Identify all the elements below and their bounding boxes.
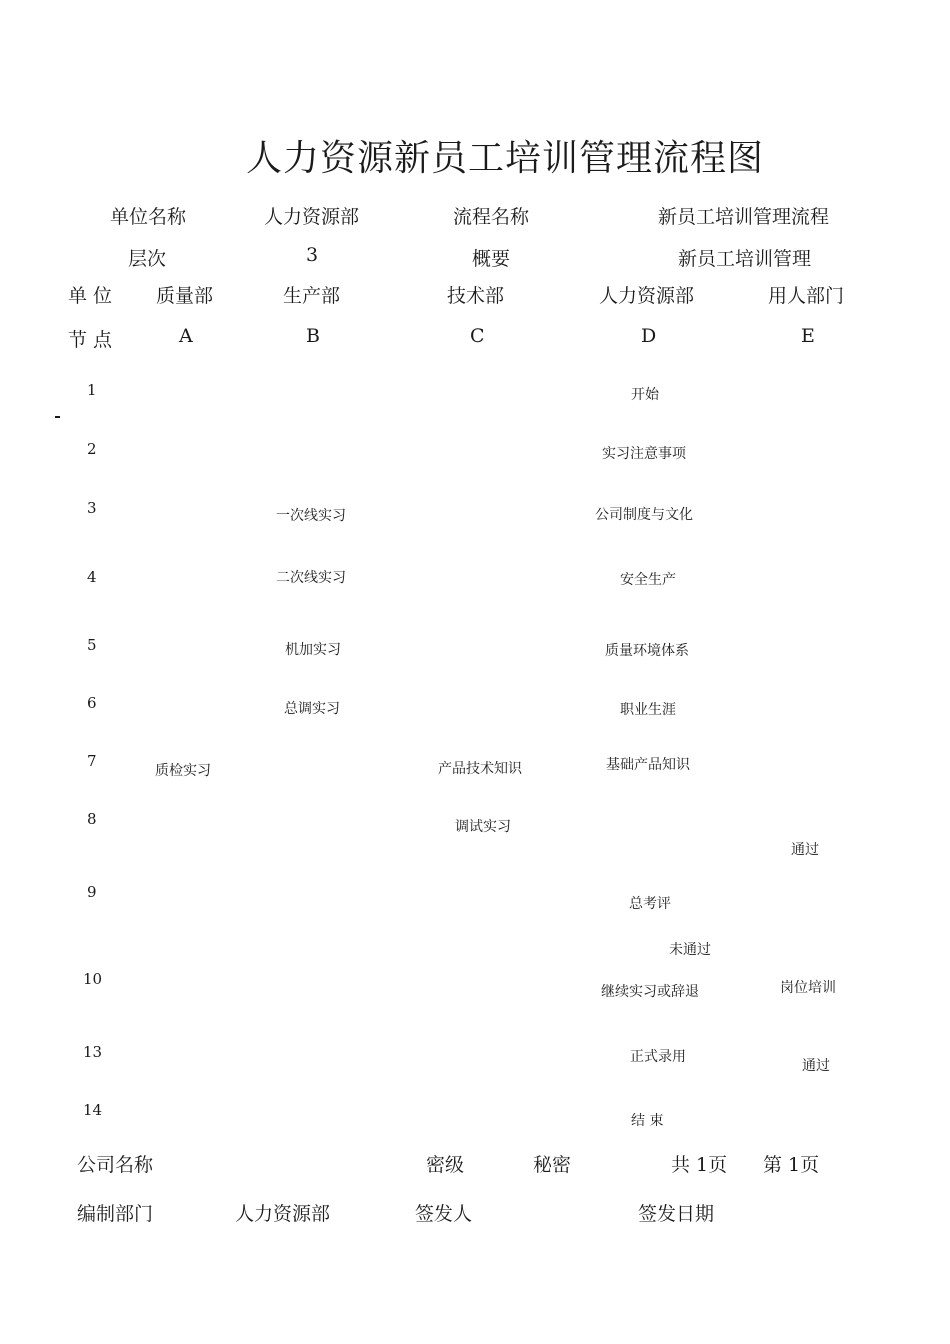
node-debug-practice: 调试实习 bbox=[455, 819, 511, 835]
total-pages: 共 1页 bbox=[671, 1154, 728, 1176]
node-basic-product: 基础产品知识 bbox=[606, 757, 690, 773]
secret-level-label: 密级 bbox=[426, 1154, 465, 1176]
node-career: 职业生涯 bbox=[620, 702, 676, 718]
unit-name-label: 单位名称 bbox=[110, 206, 187, 228]
process-name-label: 流程名称 bbox=[453, 206, 530, 228]
summary-label: 概要 bbox=[472, 248, 511, 270]
node-product-tech: 产品技术知识 bbox=[438, 761, 522, 777]
row-number: 9 bbox=[87, 883, 97, 901]
row-number: 7 bbox=[87, 752, 97, 770]
unit-row-label: 单 位 bbox=[68, 285, 113, 307]
node-quality-env: 质量环境体系 bbox=[605, 643, 689, 659]
label-pass: 通过 bbox=[791, 842, 819, 858]
node-post-training: 岗位培训 bbox=[780, 980, 836, 996]
margin-tick bbox=[55, 416, 60, 418]
node-continue-or-dismiss: 继续实习或辞退 bbox=[601, 984, 699, 1000]
node-safety: 安全生产 bbox=[620, 572, 676, 588]
code-e: E bbox=[801, 325, 815, 347]
node-formal-hire: 正式录用 bbox=[630, 1049, 686, 1065]
process-name-value: 新员工培训管理流程 bbox=[658, 206, 830, 228]
row-number: 8 bbox=[87, 810, 97, 828]
secret-level-value: 秘密 bbox=[533, 1154, 572, 1176]
label-pass: 通过 bbox=[802, 1058, 830, 1074]
dept-technology: 技术部 bbox=[447, 285, 505, 307]
dept-production: 生产部 bbox=[283, 285, 341, 307]
company-name-label: 公司名称 bbox=[77, 1154, 154, 1176]
code-a: A bbox=[179, 325, 193, 347]
summary-value: 新员工培训管理 bbox=[678, 248, 812, 270]
node-qc-practice: 质检实习 bbox=[155, 763, 211, 779]
row-number: 5 bbox=[87, 636, 97, 654]
node-company-system: 公司制度与文化 bbox=[595, 507, 693, 523]
row-number: 14 bbox=[83, 1101, 103, 1119]
row-number: 2 bbox=[87, 440, 97, 458]
node-first-line: 一次线实习 bbox=[276, 508, 346, 524]
level-label: 层次 bbox=[128, 248, 167, 270]
node-machining: 机加实习 bbox=[285, 642, 341, 658]
dept-value: 人力资源部 bbox=[235, 1203, 331, 1225]
node-general-tuning: 总调实习 bbox=[284, 701, 340, 717]
row-number: 10 bbox=[83, 970, 103, 988]
row-number: 6 bbox=[87, 694, 97, 712]
dept-hr: 人力资源部 bbox=[599, 285, 695, 307]
unit-name-value: 人力资源部 bbox=[264, 206, 360, 228]
code-d: D bbox=[641, 325, 657, 347]
node-row-label: 节 点 bbox=[68, 329, 113, 351]
node-end: 结 束 bbox=[631, 1113, 664, 1129]
row-number: 1 bbox=[87, 381, 97, 399]
sign-date-label: 签发日期 bbox=[638, 1203, 715, 1225]
row-number: 4 bbox=[87, 568, 97, 586]
node-start: 开始 bbox=[631, 387, 659, 403]
signer-label: 签发人 bbox=[415, 1203, 473, 1225]
label-fail: 未通过 bbox=[669, 942, 711, 958]
row-number: 13 bbox=[83, 1043, 103, 1061]
code-b: B bbox=[306, 325, 320, 347]
node-second-line: 二次线实习 bbox=[276, 570, 346, 586]
page-title: 人力资源新员工培训管理流程图 bbox=[246, 138, 765, 179]
row-number: 3 bbox=[87, 499, 97, 517]
dept-label: 编制部门 bbox=[77, 1203, 154, 1225]
dept-employing: 用人部门 bbox=[768, 285, 845, 307]
node-notice: 实习注意事项 bbox=[602, 446, 686, 462]
level-value: 3 bbox=[306, 244, 319, 266]
node-final-eval: 总考评 bbox=[629, 896, 671, 912]
page-number: 第 1页 bbox=[763, 1154, 820, 1176]
dept-quality: 质量部 bbox=[156, 285, 214, 307]
code-c: C bbox=[470, 325, 485, 347]
